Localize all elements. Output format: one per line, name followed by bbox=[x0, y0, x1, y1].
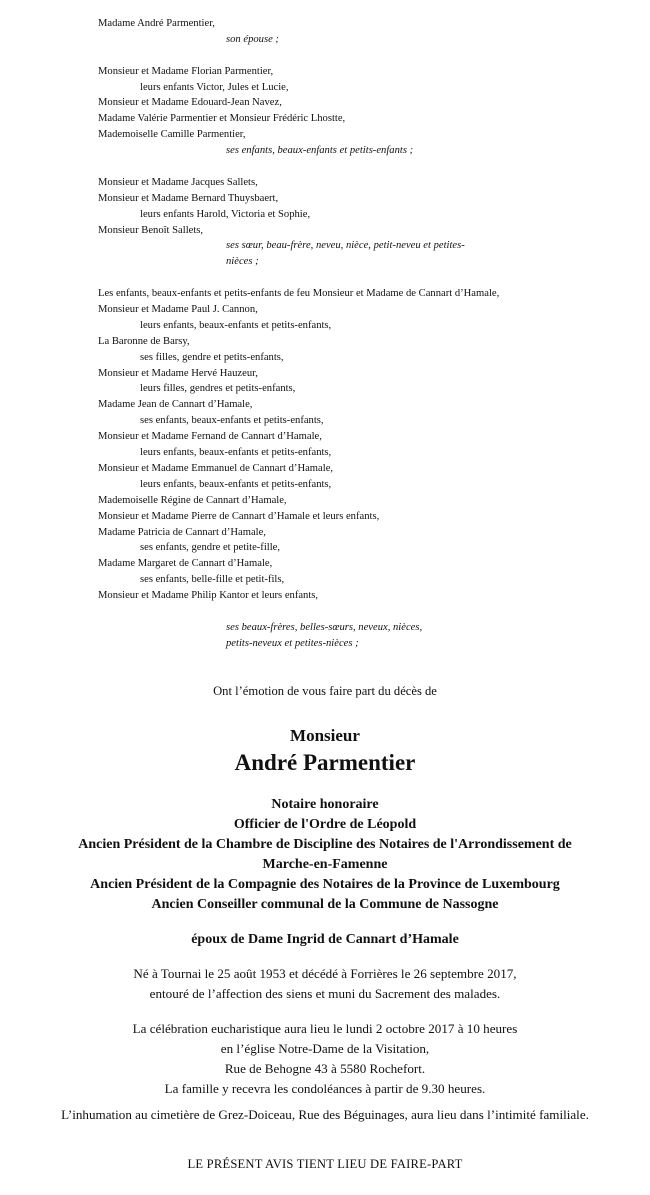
family-role-line: ses sœur, beau-frère, neveu, nièce, petit-neveu et petites- bbox=[226, 240, 465, 252]
notice-line: LE PRÉSENT AVIS TIENT LIEU DE FAIRE-PART bbox=[187, 1157, 463, 1171]
family-name-line: Monsieur et Madame Bernard Thuysbaert, bbox=[98, 192, 279, 204]
family-name-line: Madame Patricia de Cannart d’Hamale, bbox=[98, 526, 266, 538]
family-name-line: Monsieur et Madame Edouard-Jean Navez, bbox=[98, 97, 282, 109]
honorific: Monsieur bbox=[290, 726, 360, 745]
burial-line: L’inhumation au cimetière de Grez-Doiceau, Rue des Béguinages, aura lieu dans l’intimité familiale. bbox=[61, 1107, 589, 1122]
family-child-line: ses enfants, belle-fille et petit-fils, bbox=[140, 574, 285, 586]
title-line: Notaire honoraire bbox=[271, 797, 379, 812]
intro-text: Ont l’émotion de vous faire part du décès de bbox=[213, 684, 437, 698]
family-role-line: ses beaux-frères, belles-sœurs, neveux, nièces, bbox=[226, 621, 423, 633]
church-line: en l’église Notre-Dame de la Visitation, bbox=[220, 1041, 430, 1056]
title-line: Ancien Président de la Compagnie des Notaires de la Province de Luxembourg bbox=[90, 877, 560, 892]
family-child-line: ses enfants, beaux-enfants et petits-enfants, bbox=[140, 415, 324, 427]
title-line: Marche-en-Famenne bbox=[262, 857, 388, 872]
ceremony-date-line: La célébration eucharistique aura lieu le lundi 2 octobre 2017 à 10 heures bbox=[132, 1021, 518, 1036]
family-role-line: petits-neveux et petites-nièces ; bbox=[226, 637, 359, 649]
family-name-line: Monsieur et Madame Florian Parmentier, bbox=[98, 65, 274, 77]
family-child-line: leurs enfants, beaux-enfants et petits-enfants, bbox=[140, 478, 332, 490]
title-line: Officier de l'Ordre de Léopold bbox=[233, 817, 417, 832]
family-name-line: Mademoiselle Camille Parmentier, bbox=[98, 129, 246, 141]
family-name-line: Les enfants, beaux-enfants et petits-enfants de feu Monsieur et Madame de Cannart d’Hamale, bbox=[98, 288, 500, 300]
deceased-name: André Parmentier bbox=[234, 750, 416, 775]
birth-death-block bbox=[0, 964, 650, 1004]
spouse-line: époux de Dame Ingrid de Cannart d’Hamale bbox=[191, 932, 459, 947]
titles-block bbox=[0, 795, 650, 915]
title-line: Ancien Président de la Chambre de Discipline des Notaires de l'Arrondissement de bbox=[78, 837, 572, 852]
family-child-line: ses enfants, gendre et petite-fille, bbox=[140, 542, 281, 554]
family-name-line: Madame Valérie Parmentier et Monsieur Frédéric Lhostte, bbox=[98, 113, 346, 125]
family-child-line: leurs enfants Harold, Victoria et Sophie, bbox=[140, 208, 311, 220]
family-name-line: Madame Jean de Cannart d’Hamale, bbox=[98, 399, 253, 411]
condolences-line: La famille y recevra les condoléances à partir de 9.30 heures. bbox=[164, 1081, 486, 1096]
family-name-line: Monsieur et Madame Emmanuel de Cannart d’Hamale, bbox=[98, 462, 334, 474]
family-name-line: La Baronne de Barsy, bbox=[98, 335, 190, 347]
family-name-line: Monsieur et Madame Pierre de Cannart d’Hamale et leurs enfants, bbox=[98, 510, 380, 522]
sacrament-line: entouré de l’affection des siens et muni du Sacrement des malades. bbox=[149, 986, 501, 1001]
family-name-line: Monsieur et Madame Philip Kantor et leurs enfants, bbox=[98, 590, 319, 602]
title-line: Ancien Conseiller communal de la Commune de Nassogne bbox=[151, 897, 499, 912]
family-name-line: Monsieur et Madame Paul J. Cannon, bbox=[98, 304, 258, 316]
family-role-line: nièces ; bbox=[226, 256, 259, 268]
family-child-line: leurs filles, gendres et petits-enfants, bbox=[140, 383, 296, 395]
family-role-line: son épouse ; bbox=[226, 33, 279, 45]
family-child-line: leurs enfants, beaux-enfants et petits-enfants, bbox=[140, 319, 332, 331]
family-child-line: leurs enfants, beaux-enfants et petits-enfants, bbox=[140, 447, 332, 459]
family-name-line: Madame André Parmentier, bbox=[98, 18, 215, 29]
family-list bbox=[98, 16, 638, 652]
family-name-line: Madame Margaret de Cannart d’Hamale, bbox=[98, 558, 273, 570]
family-child-line: ses filles, gendre et petits-enfants, bbox=[140, 351, 284, 363]
family-name-line: Mademoiselle Régine de Cannart d’Hamale, bbox=[98, 494, 287, 506]
family-name-line: Monsieur et Madame Jacques Sallets, bbox=[98, 176, 258, 188]
family-name-line: Monsieur et Madame Hervé Hauzeur, bbox=[98, 367, 258, 379]
family-role-line: ses enfants, beaux-enfants et petits-enfants ; bbox=[226, 145, 414, 157]
address-line: Rue de Behogne 43 à 5580 Rochefort. bbox=[224, 1061, 426, 1076]
ceremony-block bbox=[0, 1019, 650, 1099]
family-child-line: leurs enfants Victor, Jules et Lucie, bbox=[140, 81, 289, 93]
family-name-line: Monsieur Benoît Sallets, bbox=[98, 224, 204, 236]
family-name-line: Monsieur et Madame Fernand de Cannart d’Hamale, bbox=[98, 431, 322, 443]
birth-death-line: Né à Tournai le 25 août 1953 et décédé à Forrières le 26 septembre 2017, bbox=[133, 966, 517, 981]
